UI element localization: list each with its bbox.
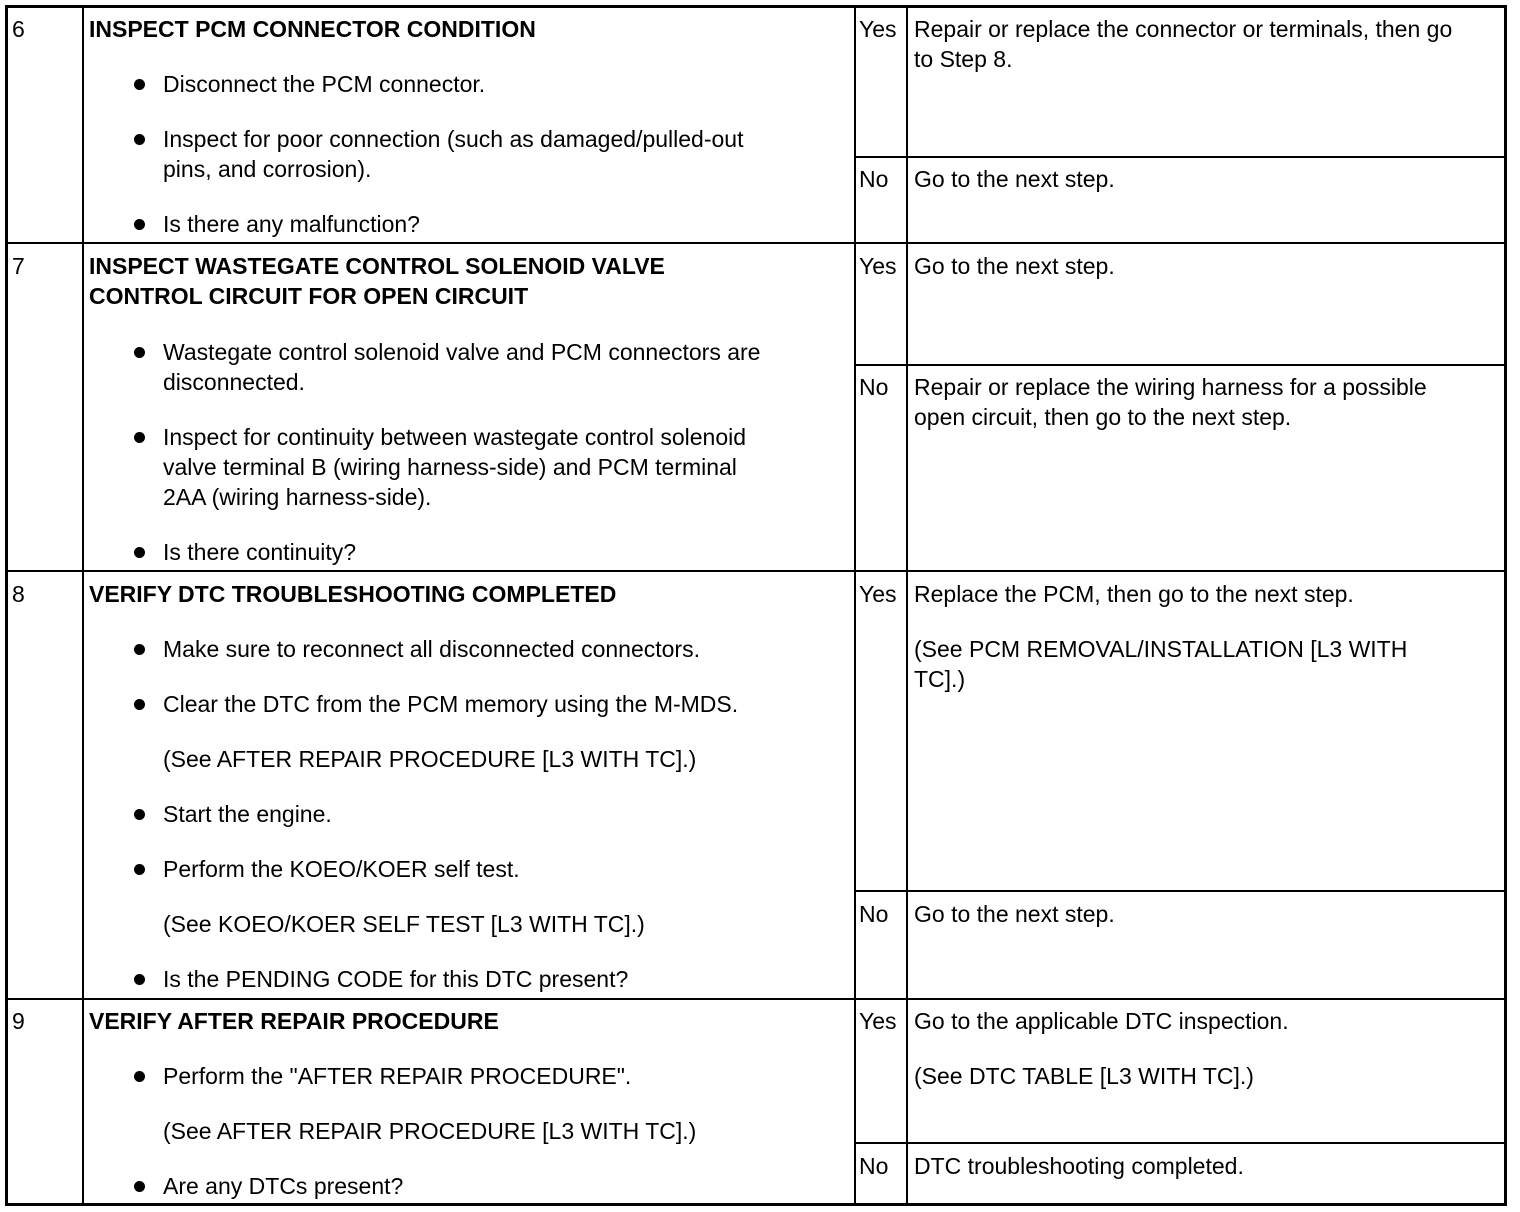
no-label: No [859,1153,889,1179]
step-item: disconnected. [163,369,305,395]
step-reference: (See AFTER REPAIR PROCEDURE [L3 WITH TC].) [163,746,697,772]
yes-label: Yes [859,16,897,42]
step-reference: (See KOEO/KOER SELF TEST [L3 WITH TC].) [163,911,645,937]
yes-no-divider [854,364,1504,366]
yes-action: Replace the PCM, then go to the next step. [914,581,1354,607]
yes-no-divider [854,890,1504,892]
yes-reference: (See DTC TABLE [L3 WITH TC].) [914,1063,1254,1089]
no-label: No [859,901,889,927]
bullet-icon [134,809,145,820]
yes-label: Yes [859,253,897,279]
step-number: 8 [12,581,25,607]
bullet-icon [134,1071,145,1082]
step-number: 9 [12,1008,25,1034]
step-item: Is there any malfunction? [163,211,420,237]
bullet-icon [134,134,145,145]
step-title: CONTROL CIRCUIT FOR OPEN CIRCUIT [89,283,529,309]
yes-label: Yes [859,581,897,607]
column-divider-step [82,8,84,1203]
step-item: Is the PENDING CODE for this DTC present? [163,966,629,992]
bullet-icon [134,347,145,358]
yes-action: Repair or replace the connector or terminals, then go [914,16,1453,42]
yes-reference: (See PCM REMOVAL/INSTALLATION [L3 WITH [914,636,1408,662]
step-item: Is there continuity? [163,539,357,565]
row-divider [8,570,1504,572]
bullet-icon [134,864,145,875]
bullet-icon [134,547,145,558]
no-label: No [859,166,889,192]
bullet-icon [134,1181,145,1192]
no-action: Go to the next step. [914,901,1115,927]
step-item: Wastegate control solenoid valve and PCM connectors are [163,339,761,365]
row-divider [8,242,1504,244]
step-item: Disconnect the PCM connector. [163,71,486,97]
step-number: 7 [12,253,25,279]
bullet-icon [134,432,145,443]
yes-action: Go to the next step. [914,253,1115,279]
step-title: INSPECT PCM CONNECTOR CONDITION [89,16,536,42]
step-title: VERIFY AFTER REPAIR PROCEDURE [89,1008,499,1034]
step-title: INSPECT WASTEGATE CONTROL SOLENOID VALVE [89,253,665,279]
no-label: No [859,374,889,400]
step-item: Perform the "AFTER REPAIR PROCEDURE". [163,1063,632,1089]
bullet-icon [134,219,145,230]
column-divider-answer [906,8,908,1203]
yes-no-divider [854,1142,1504,1144]
troubleshooting-table [5,5,1507,1206]
step-item: 2AA (wiring harness-side). [163,484,432,510]
step-item: Inspect for poor connection (such as damaged/pulled-out [163,126,744,152]
no-action: DTC troubleshooting completed. [914,1153,1244,1179]
step-item: Start the engine. [163,801,332,827]
bullet-icon [134,699,145,710]
yes-action: Go to the applicable DTC inspection. [914,1008,1289,1034]
yes-no-divider [854,156,1504,158]
yes-label: Yes [859,1008,897,1034]
step-item: Perform the KOEO/KOER self test. [163,856,520,882]
step-item: valve terminal B (wiring harness-side) and PCM terminal [163,454,737,480]
step-item: Inspect for continuity between wastegate control solenoid [163,424,747,450]
no-action: Go to the next step. [914,166,1115,192]
step-item: pins, and corrosion). [163,156,372,182]
bullet-icon [134,79,145,90]
step-item: Clear the DTC from the PCM memory using the M-MDS. [163,691,739,717]
step-reference: (See AFTER REPAIR PROCEDURE [L3 WITH TC].) [163,1118,697,1144]
step-item: Are any DTCs present? [163,1173,404,1199]
yes-action: to Step 8. [914,46,1013,72]
step-number: 6 [12,16,25,42]
no-action: Repair or replace the wiring harness for a possible [914,374,1427,400]
no-action: open circuit, then go to the next step. [914,404,1292,430]
column-divider-action [854,8,856,1203]
step-title: VERIFY DTC TROUBLESHOOTING COMPLETED [89,581,617,607]
bullet-icon [134,644,145,655]
bullet-icon [134,974,145,985]
step-item: Make sure to reconnect all disconnected connectors. [163,636,700,662]
yes-reference: TC].) [914,666,966,692]
row-divider [8,998,1504,1000]
